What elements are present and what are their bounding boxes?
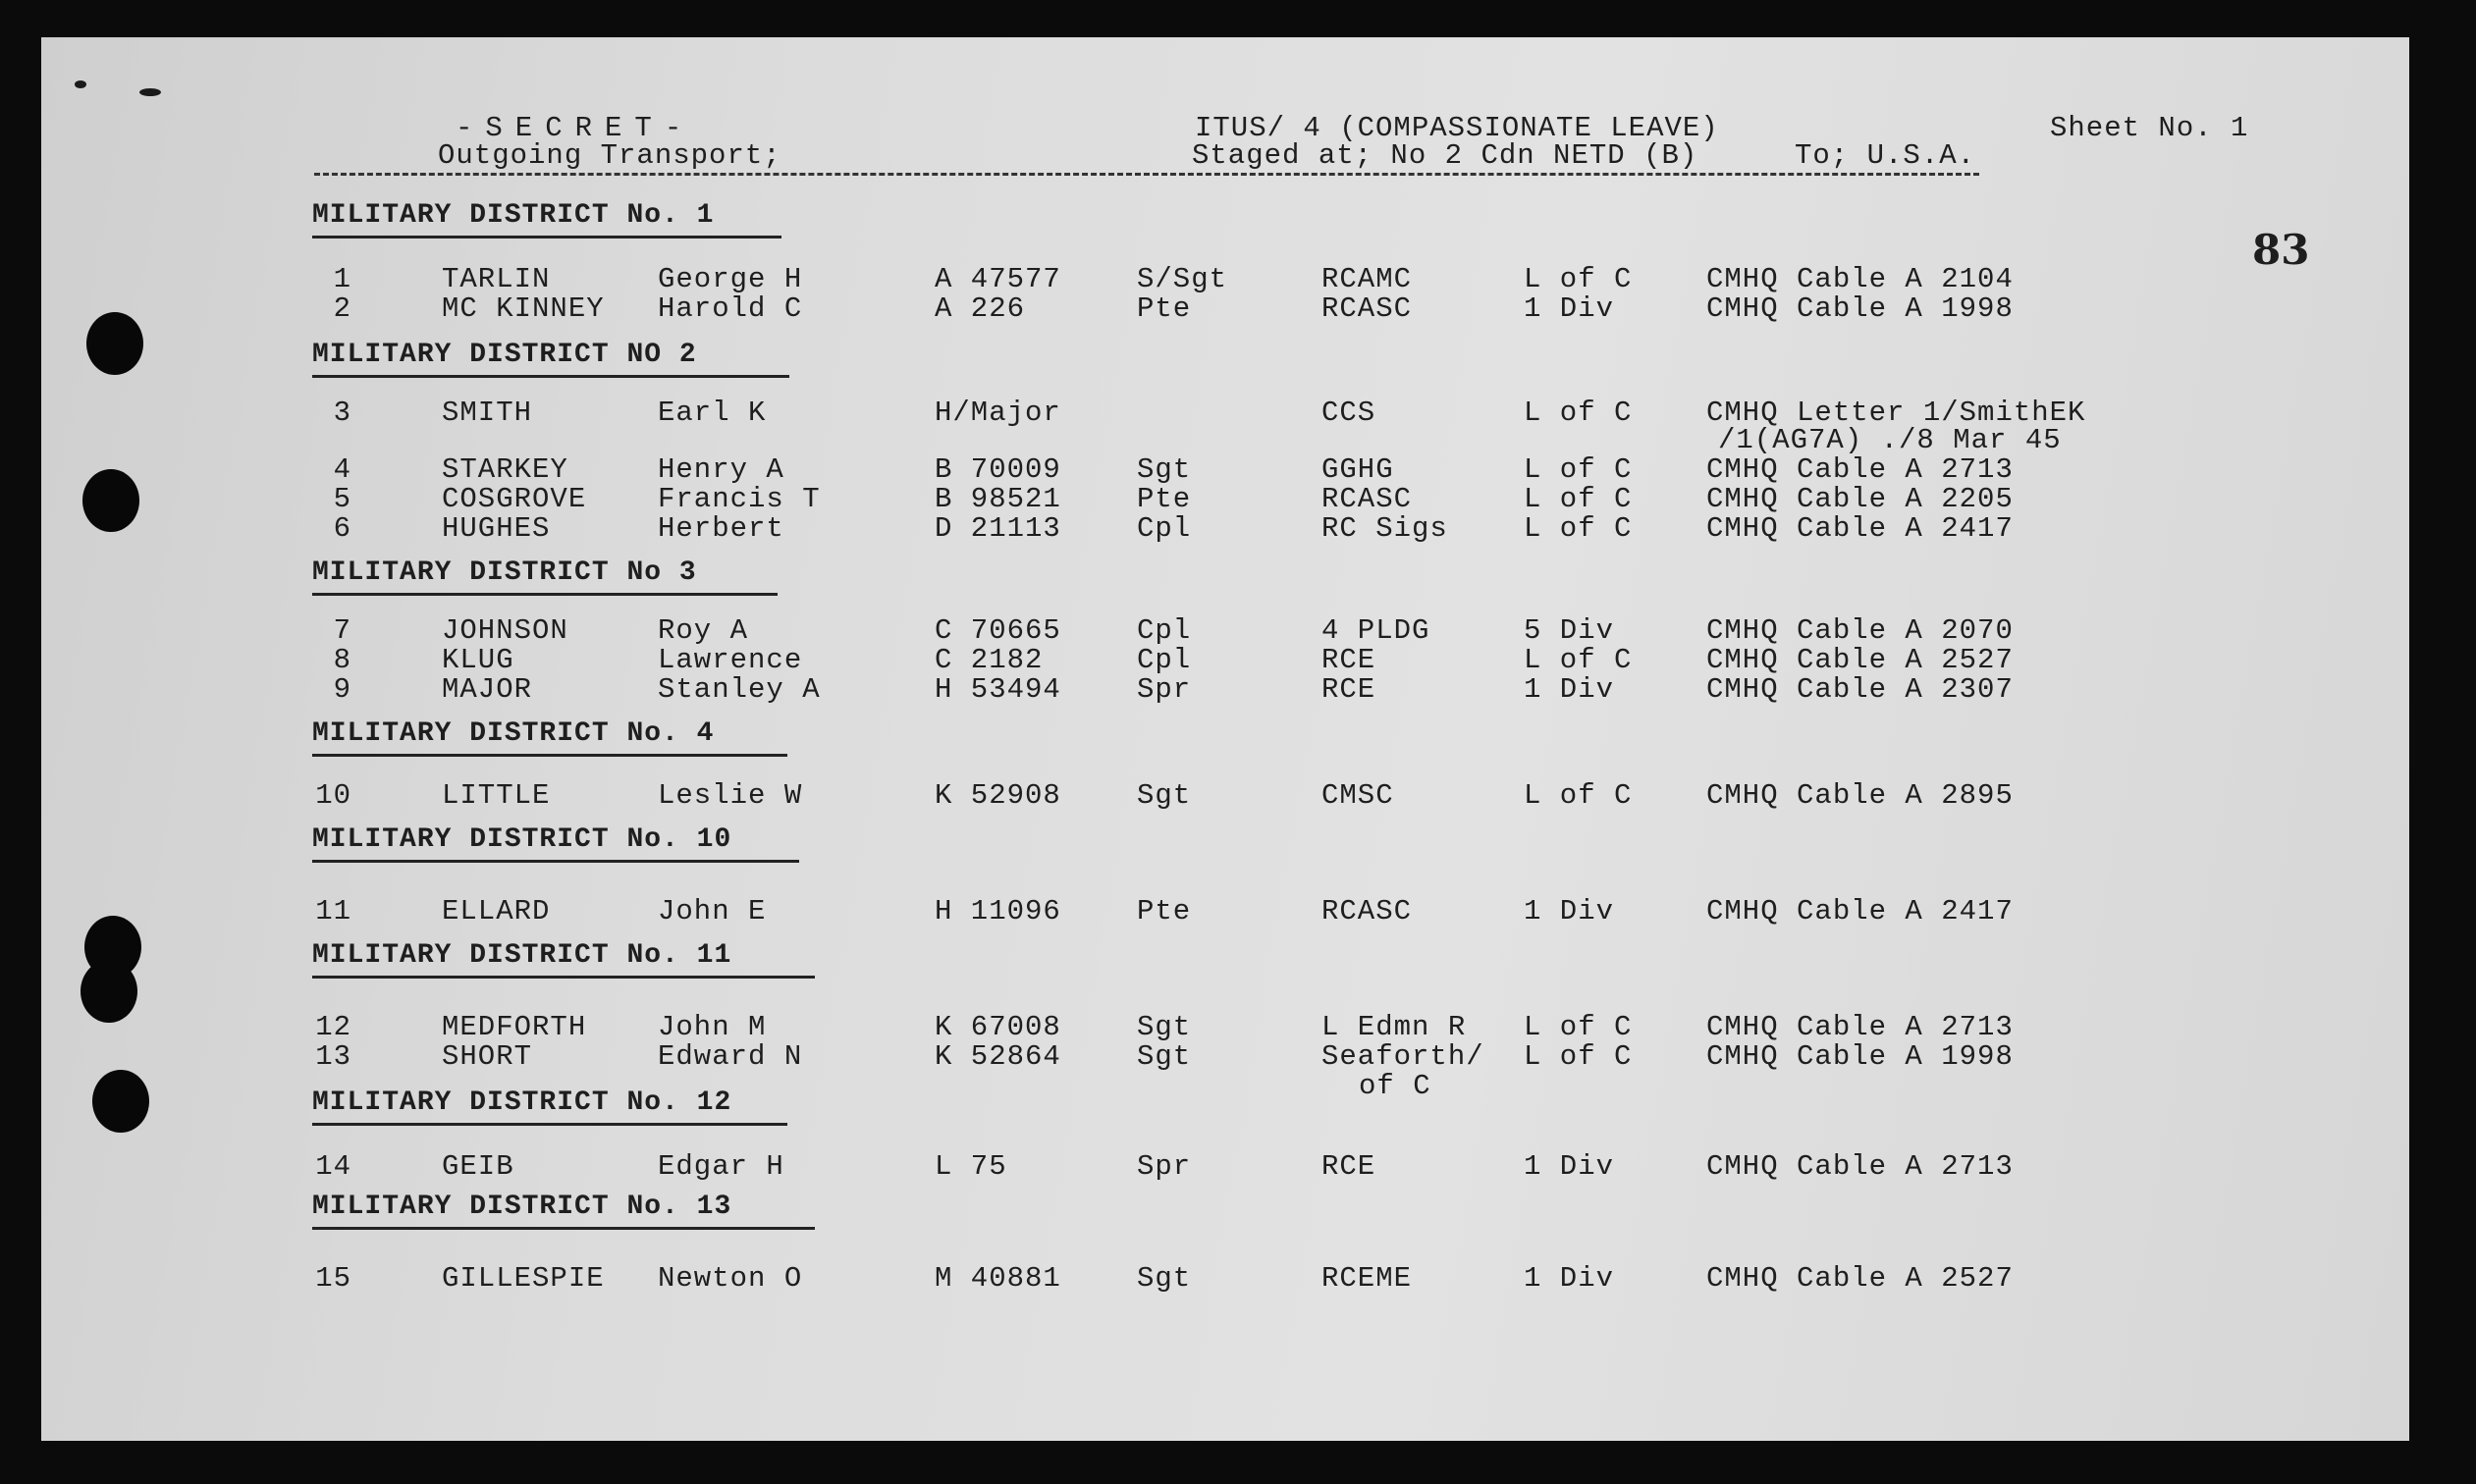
rank: Spr: [1137, 673, 1192, 706]
authority: CMHQ Cable A 2713: [1706, 453, 2014, 486]
surname: HUGHES: [442, 512, 551, 545]
district-heading: MILITARY DISTRICT No. 13: [312, 1193, 815, 1230]
classification-label: -SECRET-: [456, 112, 695, 144]
page-number: 83: [2252, 226, 2310, 274]
sheet-number: Sheet No. 1: [2050, 112, 2249, 144]
district-heading: MILITARY DISTRICT No. 4: [312, 720, 787, 757]
given-name: Earl K: [658, 397, 767, 429]
formation: L of C: [1524, 644, 1633, 676]
row-number: 14: [315, 1150, 351, 1183]
row-number: 9: [333, 673, 351, 706]
rank: Sgt: [1137, 1011, 1192, 1043]
row-number: 2: [333, 292, 351, 325]
service-number: B 70009: [935, 453, 1061, 486]
formation: L of C: [1524, 483, 1633, 515]
speck: [75, 80, 86, 88]
service-number: K 67008: [935, 1011, 1061, 1043]
given-name: Edward N: [658, 1040, 803, 1073]
itus-label: ITUS/ 4 (COMPASSIONATE LEAVE): [1195, 112, 1719, 144]
given-name: George H: [658, 263, 803, 295]
formation: L of C: [1524, 1011, 1633, 1043]
unit: Seaforth/: [1321, 1040, 1484, 1073]
authority: CMHQ Cable A 1998: [1706, 292, 2014, 325]
surname: GEIB: [442, 1150, 514, 1183]
given-name: Henry A: [658, 453, 784, 486]
rank: Cpl: [1137, 614, 1192, 647]
row-number: 3: [333, 397, 351, 429]
service-number: D 21113: [935, 512, 1061, 545]
surname: JOHNSON: [442, 614, 568, 647]
surname: COSGROVE: [442, 483, 587, 515]
unit: RCASC: [1321, 895, 1413, 928]
authority: CMHQ Cable A 2104: [1706, 263, 2014, 295]
row-number: 5: [333, 483, 351, 515]
service-number: H/Major: [935, 397, 1061, 429]
row-number: 10: [315, 779, 351, 812]
surname: TARLIN: [442, 263, 551, 295]
rank: Pte: [1137, 292, 1192, 325]
service-number: C 2182: [935, 644, 1044, 676]
district-heading: MILITARY DISTRICT No. 12: [312, 1089, 787, 1126]
surname: MAJOR: [442, 673, 533, 706]
authority: CMHQ Cable A 2307: [1706, 673, 2014, 706]
punch-hole: [92, 1070, 149, 1133]
given-name: Stanley A: [658, 673, 821, 706]
authority: CMHQ Cable A 2417: [1706, 895, 2014, 928]
row-number: 13: [315, 1040, 351, 1073]
district-heading: MILITARY DISTRICT No. 10: [312, 826, 799, 863]
unit: RCE: [1321, 644, 1376, 676]
unit: RCASC: [1321, 292, 1413, 325]
surname: SMITH: [442, 397, 533, 429]
authority: CMHQ Cable A 2070: [1706, 614, 2014, 647]
formation: L of C: [1524, 453, 1633, 486]
authority: CMHQ Cable A 2713: [1706, 1150, 2014, 1183]
authority: CMHQ Letter 1/SmithEK: [1706, 397, 2086, 429]
authority: CMHQ Cable A 1998: [1706, 1040, 2014, 1073]
row-number: 4: [333, 453, 351, 486]
unit: RC Sigs: [1321, 512, 1448, 545]
row-number: 6: [333, 512, 351, 545]
unit: RCE: [1321, 1150, 1376, 1183]
transport-label: Outgoing Transport;: [438, 139, 781, 172]
service-number: H 53494: [935, 673, 1061, 706]
formation: L of C: [1524, 512, 1633, 545]
formation: 5 Div: [1524, 614, 1615, 647]
district-heading: MILITARY DISTRICT NO 2: [312, 342, 789, 378]
unit: 4 PLDG: [1321, 614, 1430, 647]
formation: 1 Div: [1524, 1262, 1615, 1295]
formation: L of C: [1524, 397, 1633, 429]
rank: Sgt: [1137, 453, 1192, 486]
header-divider: [314, 173, 1979, 176]
surname: MC KINNEY: [442, 292, 605, 325]
unit: L Edmn R: [1321, 1011, 1467, 1043]
row-number: 11: [315, 895, 351, 928]
rank: Sgt: [1137, 1262, 1192, 1295]
authority: CMHQ Cable A 2895: [1706, 779, 2014, 812]
formation: 1 Div: [1524, 292, 1615, 325]
rank: S/Sgt: [1137, 263, 1228, 295]
service-number: B 98521: [935, 483, 1061, 515]
given-name: Edgar H: [658, 1150, 784, 1183]
given-name: Roy A: [658, 614, 749, 647]
surname: MEDFORTH: [442, 1011, 587, 1043]
row-number: 1: [333, 263, 351, 295]
given-name: Francis T: [658, 483, 821, 515]
row-number: 7: [333, 614, 351, 647]
punch-hole: [82, 469, 139, 532]
authority-continuation: /1(AG7A) ./8 Mar 45: [1718, 424, 2062, 456]
row-number: 12: [315, 1011, 351, 1043]
rank: Pte: [1137, 895, 1192, 928]
unit: RCASC: [1321, 483, 1413, 515]
unit: RCEME: [1321, 1262, 1413, 1295]
authority: CMHQ Cable A 2417: [1706, 512, 2014, 545]
rank: Sgt: [1137, 779, 1192, 812]
rank: Sgt: [1137, 1040, 1192, 1073]
surname: STARKEY: [442, 453, 568, 486]
rank: Spr: [1137, 1150, 1192, 1183]
formation: L of C: [1524, 779, 1633, 812]
surname: KLUG: [442, 644, 514, 676]
row-number: 8: [333, 644, 351, 676]
district-heading: MILITARY DISTRICT No. 11: [312, 942, 815, 979]
unit: RCAMC: [1321, 263, 1413, 295]
service-number: L 75: [935, 1150, 1007, 1183]
given-name: Herbert: [658, 512, 784, 545]
unit: CMSC: [1321, 779, 1394, 812]
service-number: H 11096: [935, 895, 1061, 928]
speck: [139, 88, 161, 96]
authority: CMHQ Cable A 2527: [1706, 644, 2014, 676]
unit: GGHG: [1321, 453, 1394, 486]
document-sheet: [41, 37, 2409, 1441]
service-number: K 52864: [935, 1040, 1061, 1073]
unit: CCS: [1321, 397, 1376, 429]
formation: 1 Div: [1524, 673, 1615, 706]
staged-label: Staged at; No 2 Cdn NETD (B): [1192, 139, 1698, 172]
authority: CMHQ Cable A 2205: [1706, 483, 2014, 515]
district-heading: MILITARY DISTRICT No. 1: [312, 202, 781, 238]
authority: CMHQ Cable A 2713: [1706, 1011, 2014, 1043]
surname: SHORT: [442, 1040, 533, 1073]
formation: 1 Div: [1524, 1150, 1615, 1183]
rank: Pte: [1137, 483, 1192, 515]
given-name: John E: [658, 895, 767, 928]
service-number: M 40881: [935, 1262, 1061, 1295]
destination-label: To; U.S.A.: [1795, 139, 1976, 172]
row-number: 15: [315, 1262, 351, 1295]
service-number: A 47577: [935, 263, 1061, 295]
service-number: A 226: [935, 292, 1026, 325]
given-name: Harold C: [658, 292, 803, 325]
district-heading: MILITARY DISTRICT No 3: [312, 559, 778, 596]
authority: CMHQ Cable A 2527: [1706, 1262, 2014, 1295]
surname: LITTLE: [442, 779, 551, 812]
surname: GILLESPIE: [442, 1262, 605, 1295]
rank: Cpl: [1137, 512, 1192, 545]
unit-continuation: of C: [1359, 1070, 1431, 1102]
surname: ELLARD: [442, 895, 551, 928]
given-name: Newton O: [658, 1262, 803, 1295]
formation: L of C: [1524, 1040, 1633, 1073]
service-number: C 70665: [935, 614, 1061, 647]
given-name: John M: [658, 1011, 767, 1043]
formation: 1 Div: [1524, 895, 1615, 928]
punch-hole: [86, 312, 143, 375]
formation: L of C: [1524, 263, 1633, 295]
given-name: Leslie W: [658, 779, 803, 812]
unit: RCE: [1321, 673, 1376, 706]
service-number: K 52908: [935, 779, 1061, 812]
punch-hole: [81, 960, 137, 1023]
given-name: Lawrence: [658, 644, 803, 676]
rank: Cpl: [1137, 644, 1192, 676]
